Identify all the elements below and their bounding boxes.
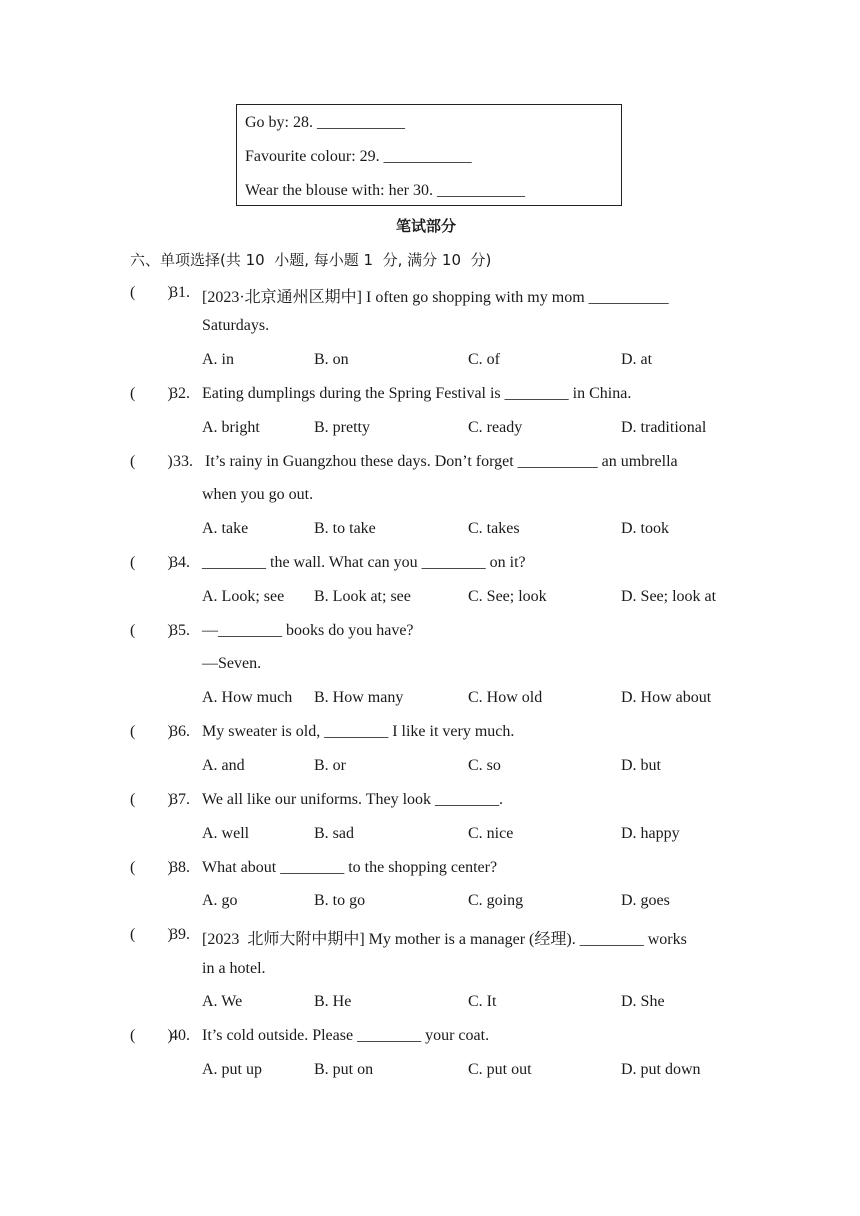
question-stem: [2023·北京通州区期中] I often go shopping with my mom __________ <box>202 289 669 306</box>
option-c: C. of <box>468 351 500 368</box>
option-a: A. go <box>202 892 238 909</box>
option-d: D. happy <box>621 825 680 842</box>
answer-blank: ( ) <box>130 554 173 571</box>
option-b: B. He <box>314 993 352 1010</box>
question-stem-continued: when you go out. <box>202 486 314 503</box>
answer-blank: ( ) <box>130 1027 173 1044</box>
option-d: D. How about <box>621 689 712 706</box>
question-stem: —________ books do you have? <box>202 622 414 639</box>
question-number: 39. <box>170 926 190 943</box>
question-stem: ________ the wall. What can you ________ on it? <box>202 554 526 571</box>
question-stem: My sweater is old, ________ I like it very much. <box>202 723 515 740</box>
answer-blank: ( ) <box>130 622 173 639</box>
option-c: C. It <box>468 993 497 1010</box>
option-b: B. to go <box>314 892 366 909</box>
option-d: D. See; look at <box>621 588 717 605</box>
option-d: D. She <box>621 993 665 1010</box>
answer-blank: ( ) <box>130 791 173 808</box>
question-stem: We all like our uniforms. They look ________. <box>202 791 504 808</box>
option-a: A. Look; see <box>202 588 285 605</box>
option-d: D. at <box>621 351 653 368</box>
question-number: 38. <box>170 859 190 876</box>
question-number: 34. <box>170 554 190 571</box>
answer-blank: ( ) <box>130 859 173 876</box>
question-number: 35. <box>170 622 190 639</box>
question-number: 37. <box>170 791 190 808</box>
option-c: C. How old <box>468 689 543 706</box>
option-c: C. nice <box>468 825 514 842</box>
question-stem: It’s rainy in Guangzhou these days. Don’t forget __________ an umbrella <box>205 453 678 470</box>
option-b: B. on <box>314 351 349 368</box>
question-stem-continued: Saturdays. <box>202 317 270 334</box>
option-a: A. put up <box>202 1061 262 1078</box>
option-d: D. took <box>621 520 669 537</box>
question-number: 31. <box>170 284 190 301</box>
option-d: D. but <box>621 757 661 774</box>
option-a: A. and <box>202 757 245 774</box>
question-answer-line: —Seven. <box>202 655 262 672</box>
info-line-go-by: Go by: 28. ___________ <box>245 114 405 131</box>
option-a: A. bright <box>202 419 260 436</box>
option-d: D. traditional <box>621 419 707 436</box>
option-b: B. pretty <box>314 419 370 436</box>
question-stem-continued: in a hotel. <box>202 960 266 977</box>
part-title: 笔试部分 <box>396 217 457 235</box>
option-c: C. takes <box>468 520 520 537</box>
option-a: A. in <box>202 351 234 368</box>
option-b: B. Look at; see <box>314 588 411 605</box>
option-a: A. How much <box>202 689 293 706</box>
option-a: A. We <box>202 993 243 1010</box>
info-line-favourite-colour: Favourite colour: 29. ___________ <box>245 148 472 165</box>
option-c: C. so <box>468 757 501 774</box>
option-b: B. or <box>314 757 346 774</box>
question-stem: What about ________ to the shopping center? <box>202 859 498 876</box>
question-number: 32. <box>170 385 190 402</box>
answer-blank: ( ) <box>130 385 173 402</box>
question-stem: It’s cold outside. Please ________ your coat. <box>202 1027 490 1044</box>
info-box <box>236 104 622 206</box>
question-stem: Eating dumplings during the Spring Festival is ________ in China. <box>202 385 632 402</box>
option-b: B. to take <box>314 520 376 537</box>
option-b: B. How many <box>314 689 404 706</box>
option-c: C. ready <box>468 419 523 436</box>
option-d: D. put down <box>621 1061 701 1078</box>
info-line-wear-blouse: Wear the blouse with: her 30. ___________ <box>245 182 525 199</box>
answer-blank: ( ) <box>130 926 173 943</box>
option-c: C. put out <box>468 1061 532 1078</box>
option-c: C. See; look <box>468 588 547 605</box>
option-d: D. goes <box>621 892 670 909</box>
question-number: 36. <box>170 723 190 740</box>
answer-blank: ( ) <box>130 723 173 740</box>
question-stem: [2023 北师大附中期中] My mother is a manager (经理). ________ works <box>202 931 687 948</box>
option-b: B. put on <box>314 1061 374 1078</box>
section-title: 六、单项选择(共 10 小题, 每小题 1 分, 满分 10 分) <box>130 251 492 269</box>
option-b: B. sad <box>314 825 354 842</box>
question-number: 33. <box>173 453 193 470</box>
option-a: A. well <box>202 825 250 842</box>
option-a: A. take <box>202 520 249 537</box>
option-c: C. going <box>468 892 524 909</box>
question-number: 40. <box>170 1027 190 1044</box>
answer-blank: ( ) <box>130 284 173 301</box>
answer-blank: ( ) <box>130 453 173 470</box>
